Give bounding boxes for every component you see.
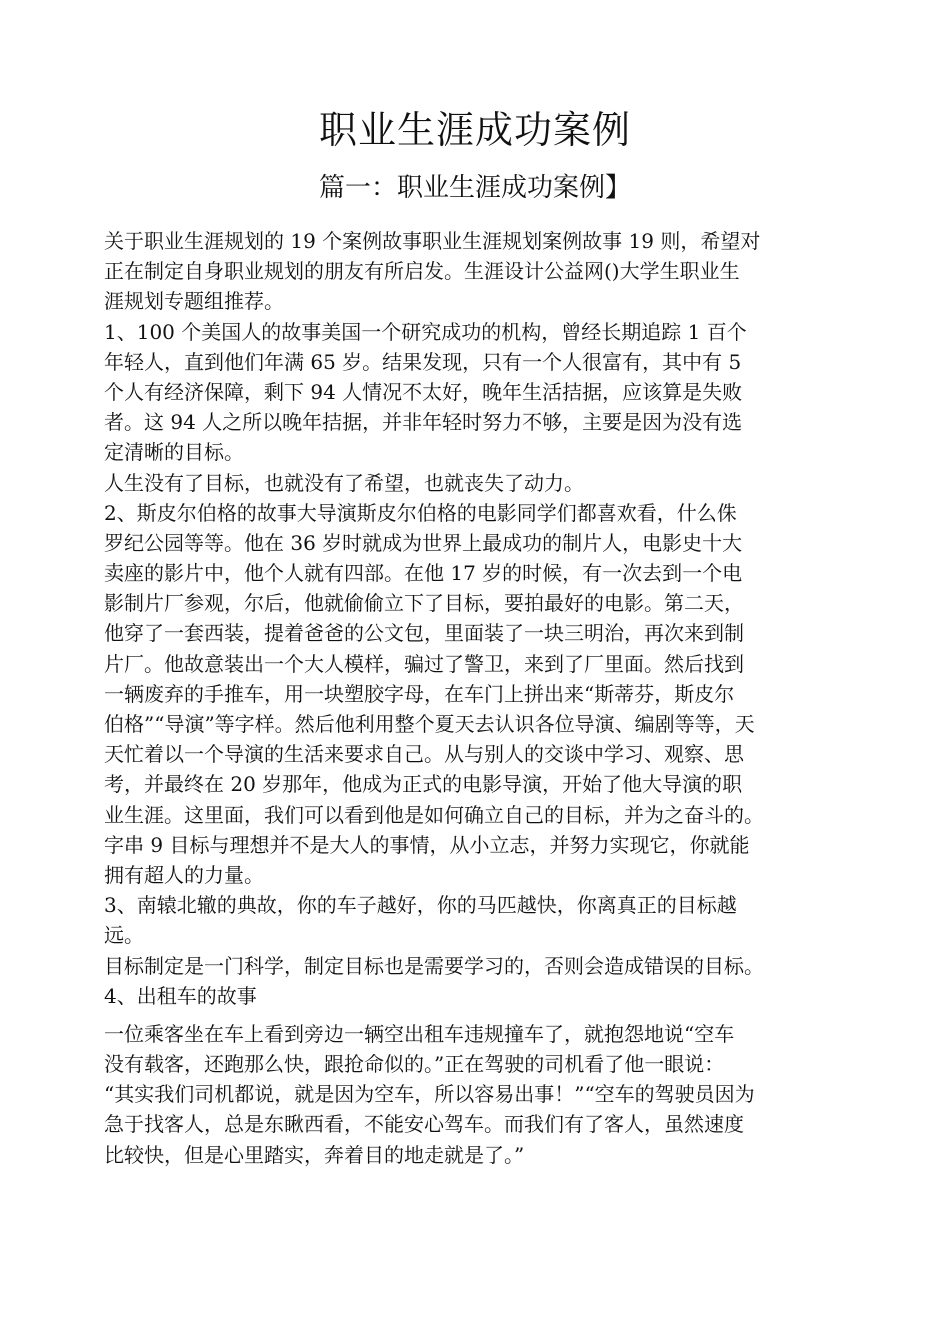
- body-line: 伯格”“导演”等字样。然后他利用整个夏天去认识各位导演、编剧等等，天: [104, 712, 755, 736]
- document-title: 职业生涯成功案例: [318, 108, 631, 152]
- body-line: 1、100 个美国人的故事美国一个研究成功的机构，曾经长期追踪 1 百个: [104, 319, 747, 344]
- paragraph-gap: [104, 1011, 876, 1019]
- body-line: 关于职业生涯规划的 19 个案例故事职业生涯规划案例故事 19 则，希望对: [104, 229, 761, 253]
- body-line: 一辆废弃的手推车，用一块塑胶字母，在车门上拼出来“斯蒂芬，斯皮尔: [104, 681, 735, 706]
- body-line: 2、斯皮尔伯格的故事大导演斯皮尔伯格的电影同学们都喜欢看，什么侏: [104, 500, 737, 525]
- body-line: 远。: [104, 923, 144, 948]
- body-line: 业生涯。这里面，我们可以看到他是如何确立自己的目标，并为之奋斗的。: [104, 802, 764, 827]
- body-line: 考，并最终在 20 岁那年，他成为正式的电影导演，开始了他大导演的职: [104, 772, 743, 797]
- body-line: 卖座的影片中，他个人就有四部。在他 17 岁的时候，有一次去到一个电: [104, 561, 743, 586]
- body-line: 正在制定自身职业规划的朋友有所启发。生涯设计公益网()大学生职业生: [104, 259, 740, 284]
- body-line: 目标制定是一门科学，制定目标也是需要学习的，否则会造成错误的目标。: [104, 953, 764, 978]
- body-line: 涯规划专题组推荐。: [104, 289, 284, 314]
- body-line: 没有载客，还跑那么快，跟抢命似的。”正在驾驶的司机看了他一眼说：: [104, 1052, 725, 1077]
- document-body: [104, 226, 876, 1170]
- body-line: 字串 9 目标与理想并不是大人的事情，从小立志，并努力实现它，你就能: [104, 832, 750, 857]
- body-line: 年轻人，直到他们年满 65 岁。结果发现，只有一个人很富有，其中有 5: [104, 349, 742, 374]
- body-line: 片厂。他故意装出一个大人模样，骗过了警卫，来到了厂里面。然后找到: [104, 651, 744, 676]
- body-line: 个人有经济保障，剩下 94 人情况不太好，晚年生活拮据，应该算是失败: [104, 379, 743, 404]
- body-line: 一位乘客坐在车上看到旁边一辆空出租车违规撞车了，就抱怨地说“空车: [104, 1021, 735, 1046]
- body-line: 他穿了一套西装，提着爸爸的公文包，里面装了一块三明治，再次来到制: [104, 621, 744, 646]
- body-line: 影制片厂参观，尔后，他就偷偷立下了目标，要拍最好的电影。第二天，: [104, 591, 744, 616]
- body-line: 天忙着以一个导演的生活来要求自己。从与别人的交谈中学习、观察、思: [104, 742, 744, 767]
- body-line: 4、出租车的故事: [104, 983, 257, 1008]
- body-line: 人生没有了目标，也就没有了希望，也就丧失了动力。: [104, 470, 584, 495]
- body-line: 罗纪公园等等。他在 36 岁时就成为世界上最成功的制片人，电影史十大: [104, 530, 743, 555]
- document-subtitle: 篇一：职业生涯成功案例】: [318, 173, 631, 203]
- body-line: 急于找客人，总是东瞅西看，不能安心驾车。而我们有了客人，虽然速度: [104, 1112, 744, 1137]
- body-line: “其实我们司机都说，就是因为空车，所以容易出事！”“空车的驾驶员因为: [104, 1082, 755, 1107]
- body-line: 比较快，但是心里踏实，奔着目的地走就是了。”: [104, 1142, 525, 1167]
- body-line: 拥有超人的力量。: [104, 862, 264, 887]
- body-line: 定清晰的目标。: [104, 440, 244, 465]
- body-line: 3、南辕北辙的典故，你的车子越好，你的马匹越快，你离真正的目标越: [104, 893, 737, 918]
- body-line: 者。这 94 人之所以晚年拮据，并非年轻时努力不够，主要是因为没有选: [104, 410, 743, 435]
